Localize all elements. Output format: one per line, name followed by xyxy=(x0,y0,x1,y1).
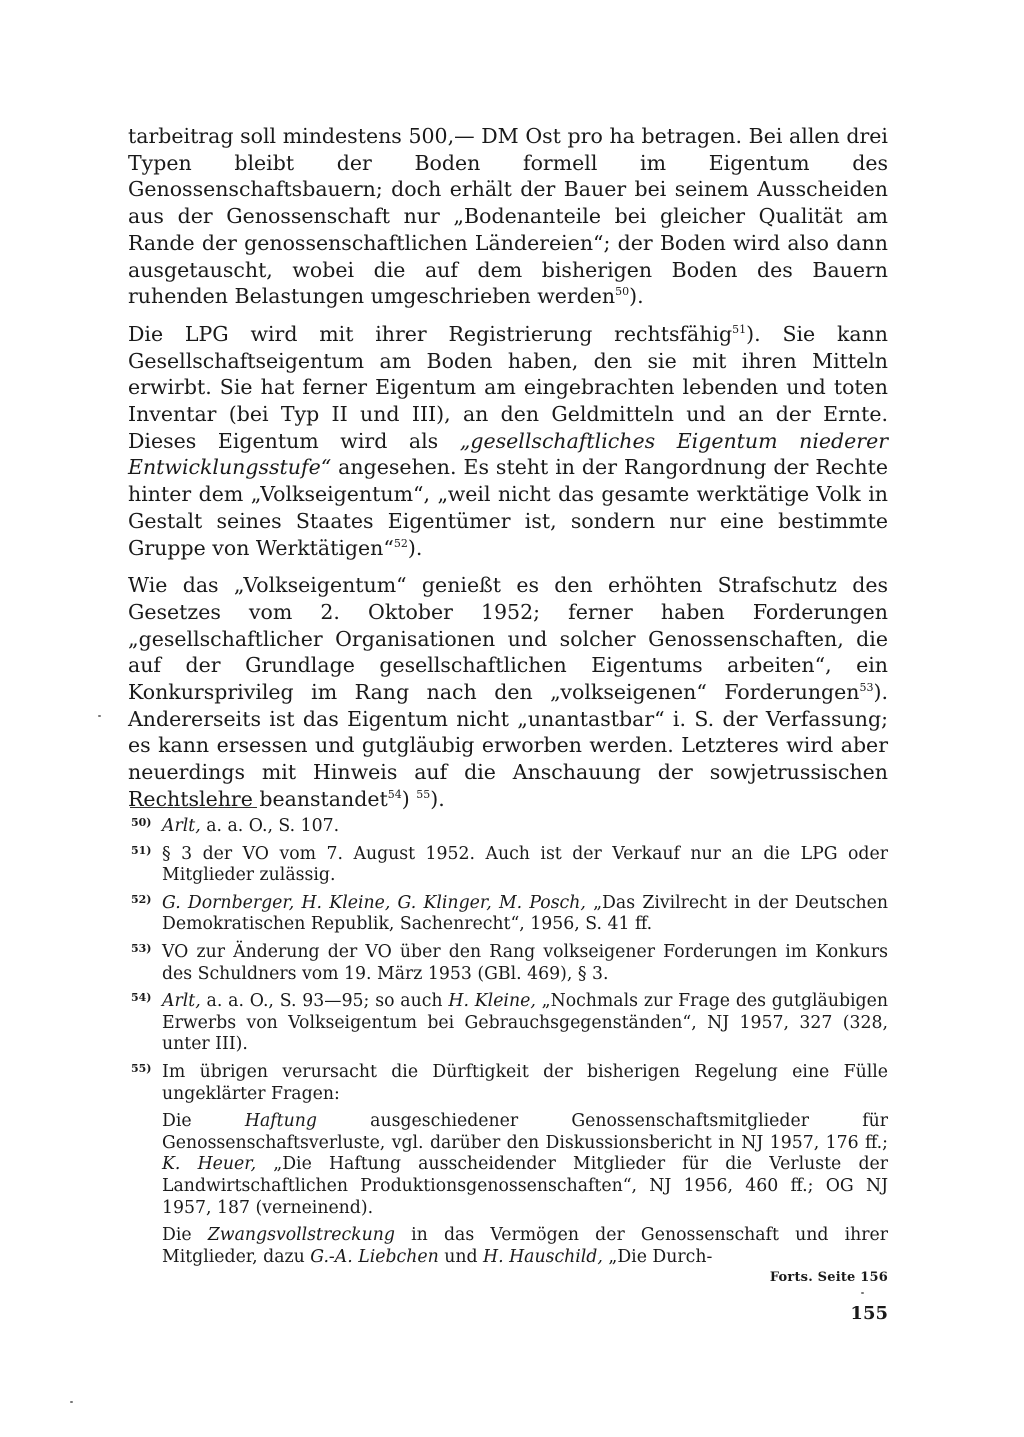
footnote-ref-51[interactable]: 51 xyxy=(732,322,747,336)
paragraph-1: tarbeitrag soll mindestens 500,— DM Ost pro ha betragen. Bei allen drei Typen bleibt der Boden formell im Eigentum des Genossenschaftsbauern; doch erhält der Bauer bei seinem Ausscheiden aus der Genossenschaft nur „Bodenanteile bei gleicher Qualität am Rande der genossenschaftlichen Ländereien“; der Boden wird also dann ausgetauscht, wobei die auf dem bisherigen Boden des Bauern ruhenden Belastungen umgeschrieben werden$^{50}$). xyxy=(128,124,888,309)
footnote-ref-55[interactable]: 55 xyxy=(416,787,431,801)
footnote-51: 51) § 3 der VO vom 7. August 1952. Auch ist der Verkauf nur an die LPG oder Mitglieder zulässig. xyxy=(131,844,888,887)
footnote-ref-52[interactable]: 52 xyxy=(393,536,408,550)
footnote-ref-53[interactable]: 53 xyxy=(859,681,874,695)
footnote-number: 51) xyxy=(131,843,152,857)
footnote-54: 54) Arlt, a. a. O., S. 93—95; so auch H. Kleine, „Nochmals zur Frage des gutgläubigen Erwerbs von Volkseigentum bei Gebrauchsgegenständen“, NJ 1957, 327 (328, unter III). xyxy=(131,991,888,1056)
main-text xyxy=(128,123,888,824)
footnote-number: 52) xyxy=(131,892,152,906)
footnote-number: 54) xyxy=(131,991,152,1005)
footnote-divider xyxy=(130,807,257,808)
continuation-note: Forts. Seite 156 xyxy=(769,1270,888,1285)
emphasis-term: „gesellschaftliches Eigentum niederer Entwicklungsstufe“ xyxy=(128,428,889,480)
scan-speck xyxy=(70,1401,73,1403)
page-number: 155 xyxy=(850,1303,888,1324)
paragraph-2: Die LPG wird mit ihrer Registrierung rechtsfähig$^{51}$). Sie kann Gesellschaftseigentum am Boden haben, den sie mit ihren Mitteln erwirbt. Sie hat ferner Eigentum am eingebrachten lebenden und toten Inventar (bei Typ II und III), an den Geldmitteln und an der Ernte. Dieses Eigentum wird als „gesellschaftliches Eigentum niederer Entwicklungsstufe“ angesehen. Es steht in der Rangordnung der Rechte hinter dem „Volkseigentum“, „weil nicht das gesamte werktätige Volk in Gestalt seines Staates Eigentümer ist, sondern nur eine bestimmte Gruppe von Werktätigen“$^{52}$). xyxy=(128,321,889,560)
scan-speck xyxy=(98,715,101,717)
footnote-number: 53) xyxy=(131,941,152,955)
footnote-number: 55) xyxy=(131,1061,152,1075)
footnote-52: 52) G. Dornberger, H. Kleine, G. Klinger, M. Posch, „Das Zivilrecht in der Deutschen Demokratischen Republik, Sachenrecht“, 1956, S. 41 ff. xyxy=(131,893,888,936)
footnote-ref-50[interactable]: 50 xyxy=(615,285,630,299)
footnotes xyxy=(131,816,888,1274)
footnote-55: 55) Im übrigen verursacht die Dürftigkeit der bisherigen Regelung eine Fülle ungeklärter Fragen: Die Haftung ausgeschiedener Genossenschaftsmitglieder für Genossenschaftsverluste, vgl. darüber den Diskussionsbericht in NJ 1957, 176 ff.; K. Heuer, „Die Haftung ausscheidender Mitglieder für die Verluste der Landwirtschaftlichen Produktionsgenossenschaften“, NJ 1956, 460 ff.; OG NJ 1957, 187 (verneinend). Die Zwangsvollstreckung in das Vermögen der Genossenschaft und ihrer Mitglieder, dazu G.-A. Liebchen und H. Hauschild, „Die Durch- xyxy=(131,1062,888,1268)
footnote-50: 50) Arlt, a. a. O., S. 107. xyxy=(131,816,888,838)
footnote-number: 50) xyxy=(131,816,152,829)
paragraph-3: Wie das „Volkseigentum“ genießt es den erhöhten Strafschutz des Gesetzes vom 2. Oktober 1952; ferner haben Forderungen „gesellschaftlicher Organisationen und solcher Genossenschaften, die auf der Grundlage gesellschaftlichen Eigentums arbeiten“, ein Konkursprivileg im Rang nach den „volkseigenen“ Forderungen$^{53}$). Andererseits ist das Eigentum nicht „unantastbar“ i. S. der Verfassung; es kann ersessen und gutgläubig erworben werden. Letzteres wird aber neuerdings mit Hinweis auf die Anschauung der sowjetrussischen Rechtslehre beanstandet$^{54}$) $^{55}$). xyxy=(128,573,888,811)
footnote-53: 53) VO zur Änderung der VO über den Rang volkseigener Forderungen im Konkurs des Schuldners vom 19. März 1953 (GBl. 469), § 3. xyxy=(131,942,888,985)
scan-speck xyxy=(861,1292,864,1294)
footnote-ref-54[interactable]: 54 xyxy=(387,787,402,801)
